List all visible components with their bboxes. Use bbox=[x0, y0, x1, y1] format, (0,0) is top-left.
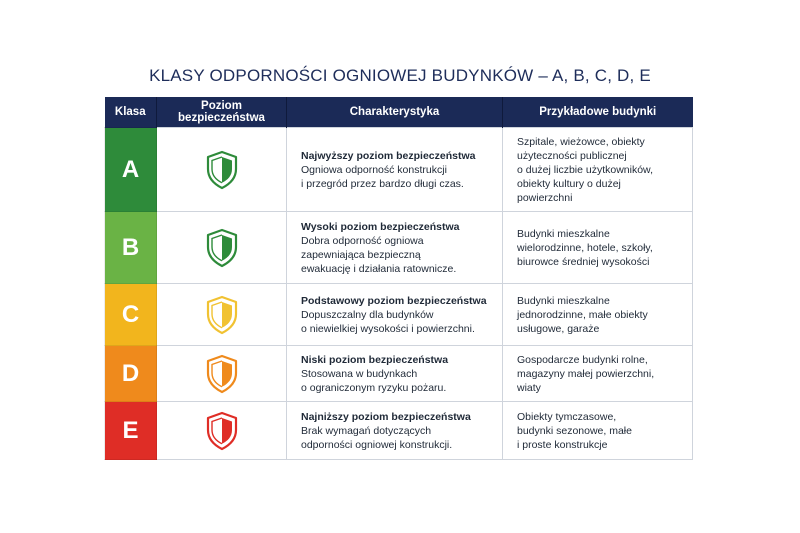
characteristic-title: Niski poziom bezpieczeństwa bbox=[301, 353, 449, 366]
safety-level-cell bbox=[157, 402, 287, 460]
characteristic-description: Brak wymagań dotyczących odporności ogniowej konstrukcji. bbox=[301, 424, 453, 451]
example-buildings: Gospodarcze budynki rolne, magazyny małej powierzchni, wiaty bbox=[517, 353, 655, 394]
shield-icon bbox=[205, 150, 239, 190]
shield-icon bbox=[205, 354, 239, 394]
header-klasa: Klasa bbox=[105, 97, 157, 128]
examples-cell bbox=[503, 284, 693, 346]
characteristic-title: Najniższy poziom bezpieczeństwa bbox=[301, 410, 471, 423]
header-przyklady: Przykładowe budynki bbox=[503, 97, 693, 128]
characteristic-cell bbox=[287, 402, 503, 460]
characteristic-title: Najwyższy poziom bezpieczeństwa bbox=[301, 149, 476, 162]
examples-cell bbox=[503, 346, 693, 402]
class-letter: B bbox=[105, 212, 157, 284]
shield-icon bbox=[205, 411, 239, 451]
characteristic-title: Podstawowy poziom bezpieczeństwa bbox=[301, 294, 487, 307]
example-buildings: Budynki mieszkalne jednorodzinne, małe obiekty usługowe, garaże bbox=[517, 294, 648, 335]
example-buildings: Szpitale, wieżowce, obiekty użyteczności publicznej o dużej liczbie użytkowników, obiekty kultury o dużej powierzchni bbox=[517, 135, 653, 204]
safety-level-cell bbox=[157, 128, 287, 212]
fire-resistance-table bbox=[104, 97, 693, 460]
characteristic-description: Dobra odporność ogniowa zapewniająca bezpieczną ewakuację i działania ratownicze. bbox=[301, 234, 457, 275]
characteristic-cell bbox=[287, 284, 503, 346]
header-poziom: Poziom bezpieczeństwa bbox=[157, 97, 287, 128]
characteristic-description: Ogniowa odporność konstrukcji i przegród przez bardzo długi czas. bbox=[301, 163, 464, 190]
shield-icon bbox=[205, 228, 239, 268]
class-letter: D bbox=[105, 346, 157, 402]
table-row bbox=[105, 284, 693, 346]
examples-cell bbox=[503, 128, 693, 212]
example-buildings: Budynki mieszkalne wielorodzinne, hotele, szkoły, biurowce średniej wysokości bbox=[517, 227, 653, 268]
characteristic-title: Wysoki poziom bezpieczeństwa bbox=[301, 220, 460, 233]
class-letter: C bbox=[105, 284, 157, 346]
safety-level-cell bbox=[157, 284, 287, 346]
characteristic-description: Stosowana w budynkach o ograniczonym ryzyku pożaru. bbox=[301, 367, 447, 394]
characteristic-description: Dopuszczalny dla budynków o niewielkiej wysokości i powierzchni. bbox=[301, 308, 475, 335]
safety-level-cell bbox=[157, 212, 287, 284]
table-row bbox=[105, 128, 693, 212]
table-row bbox=[105, 346, 693, 402]
table-header-row bbox=[105, 97, 693, 128]
table-row bbox=[105, 212, 693, 284]
class-letter: A bbox=[105, 128, 157, 212]
header-charakterystyka: Charakterystyka bbox=[287, 97, 503, 128]
characteristic-cell bbox=[287, 212, 503, 284]
examples-cell bbox=[503, 402, 693, 460]
characteristic-cell bbox=[287, 128, 503, 212]
page-title: KLASY ODPORNOŚCI OGNIOWEJ BUDYNKÓW – A, B, C, D, E bbox=[149, 66, 651, 85]
example-buildings: Obiekty tymczasowe, budynki sezonowe, małe i proste konstrukcje bbox=[517, 410, 632, 451]
safety-level-cell bbox=[157, 346, 287, 402]
class-letter: E bbox=[105, 402, 157, 460]
shield-icon bbox=[205, 295, 239, 335]
characteristic-cell bbox=[287, 346, 503, 402]
examples-cell bbox=[503, 212, 693, 284]
table-row bbox=[105, 402, 693, 460]
